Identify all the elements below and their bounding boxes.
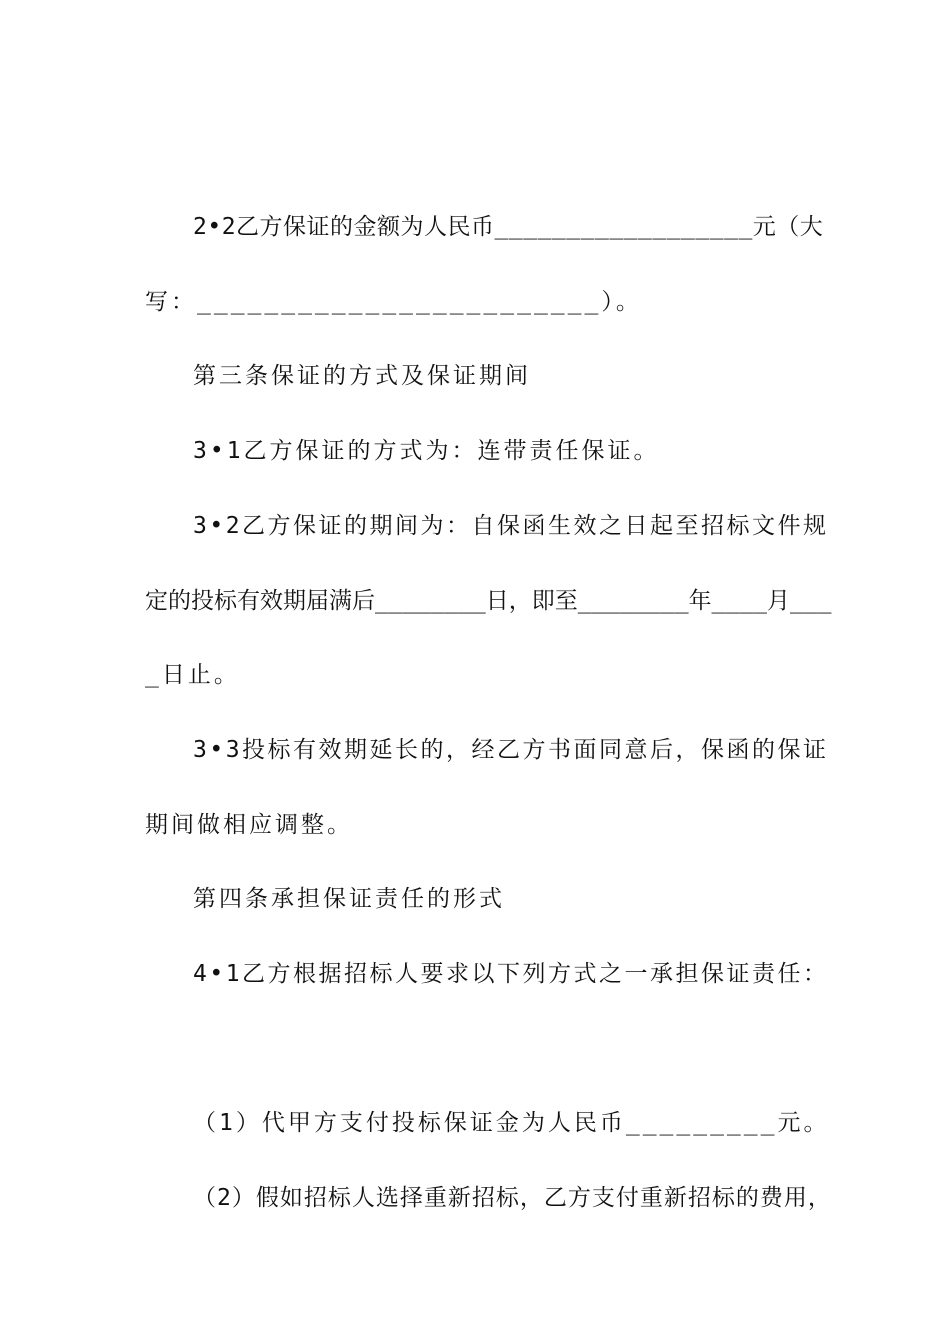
clause-3-1: 3•1乙方保证的方式为：连带责任保证。	[193, 438, 660, 464]
article-3-heading: 第三条保证的方式及保证期间	[193, 363, 531, 389]
clause-3-2-line-1: 3•2乙方保证的期间为：自保函生效之日起至招标文件规	[193, 513, 829, 539]
clause-2-2-line-1: 2•2乙方保证的金额为人民币__________________元（大	[193, 214, 824, 240]
item-1: （1）代甲方支付投标保证金为人民币_________元。	[193, 1110, 830, 1136]
clause-3-3-line-1: 3•3投标有效期延长的，经乙方书面同意后，保函的保证	[193, 737, 829, 763]
clause-3-3-line-2: 期间做相应调整。	[145, 812, 353, 838]
clause-4-1: 4•1乙方根据招标人要求以下列方式之一承担保证责任：	[193, 961, 829, 987]
clause-2-2-line-2: 写：________________________）。	[145, 289, 642, 315]
clause-3-2-line-3: _日止。	[145, 662, 240, 688]
article-4-heading: 第四条承担保证责任的形式	[193, 886, 505, 912]
item-2: （2）假如招标人选择重新招标，乙方支付重新招标的费用，	[193, 1185, 832, 1211]
clause-3-2-line-2: 定的投标有效期届满后________日，即至________年____月___	[145, 588, 832, 614]
